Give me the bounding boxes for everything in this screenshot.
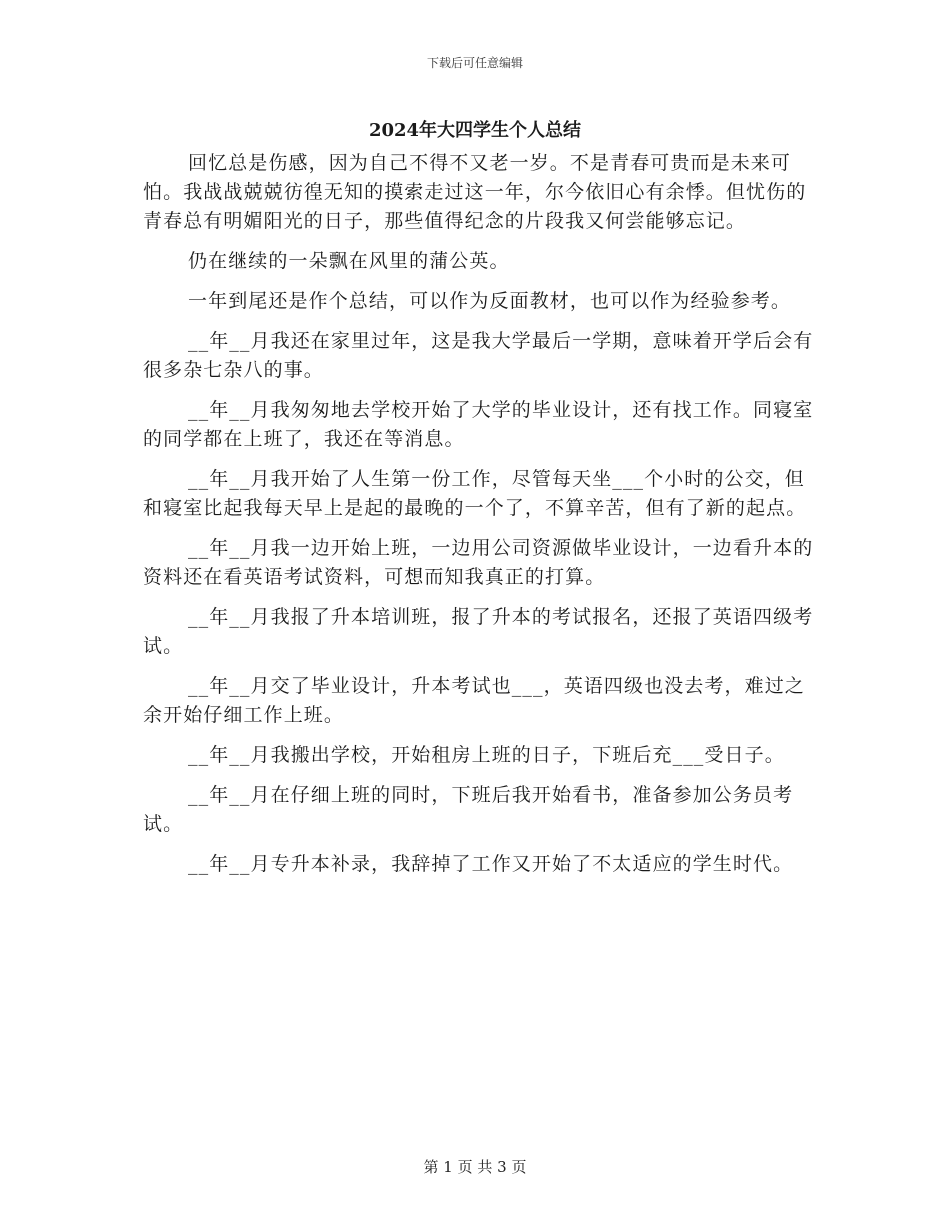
paragraph: __年__月我还在家里过年，这是我大学最后一学期，意味着开学后会有很多杂七杂八的事。 xyxy=(143,330,814,381)
paragraph: __年__月专升本补录，我辞掉了工作又开始了不太适应的学生时代。 xyxy=(188,853,794,875)
page-header-note: 下载后可任意编辑 xyxy=(426,56,523,70)
paragraph: __年__月我搬出学校，开始租房上班的日子，下班后充___受日子。 xyxy=(188,744,785,766)
paragraph: 仍在继续的一朵飘在风里的蒲公英。 xyxy=(188,250,510,272)
paragraph: 一年到尾还是作个总结，可以作为反面教材，也可以作为经验参考。 xyxy=(188,290,792,312)
paragraph: 回忆总是伤感，因为自己不得不又老一岁。不是青春可贵而是未来可怕。我战战兢兢彷徨无知的摸索走过这一年，尔今依旧心有余悸。但忧伤的青春总有明媚阳光的日子，那些值得纪念的片段我又何尝能够忘记。 xyxy=(143,152,807,232)
paragraph: __年__月我一边开始上班，一边用公司资源做毕业设计，一边看升本的资料还在看英语考试资料，可想而知我真正的打算。 xyxy=(143,537,814,588)
paragraph: __年__月在仔细上班的同时，下班后我开始看书，准备参加公务员考试。 xyxy=(143,784,794,835)
paragraph: __年__月交了毕业设计，升本考试也___，英语四级也没去考，难过之余开始仔细工作上班。 xyxy=(143,675,805,726)
paragraph: __年__月我报了升本培训班，报了升本的考试报名，还报了英语四级考试。 xyxy=(143,606,814,657)
document-body xyxy=(143,149,823,890)
paragraph: __年__月我匆匆地去学校开始了大学的毕业设计，还有找工作。同寝室的同学都在上班了，我还在等消息。 xyxy=(143,399,814,450)
page-number: 第 1 页 共 3 页 xyxy=(423,1158,527,1176)
document-title: 2024年大四学生个人总结 xyxy=(368,120,582,141)
paragraph: __年__月我开始了人生第一份工作，尽管每天坐___个小时的公交，但和寝室比起我每天早上是起的最晚的一个了，不算辛苦，但有了新的起点。 xyxy=(143,468,807,519)
